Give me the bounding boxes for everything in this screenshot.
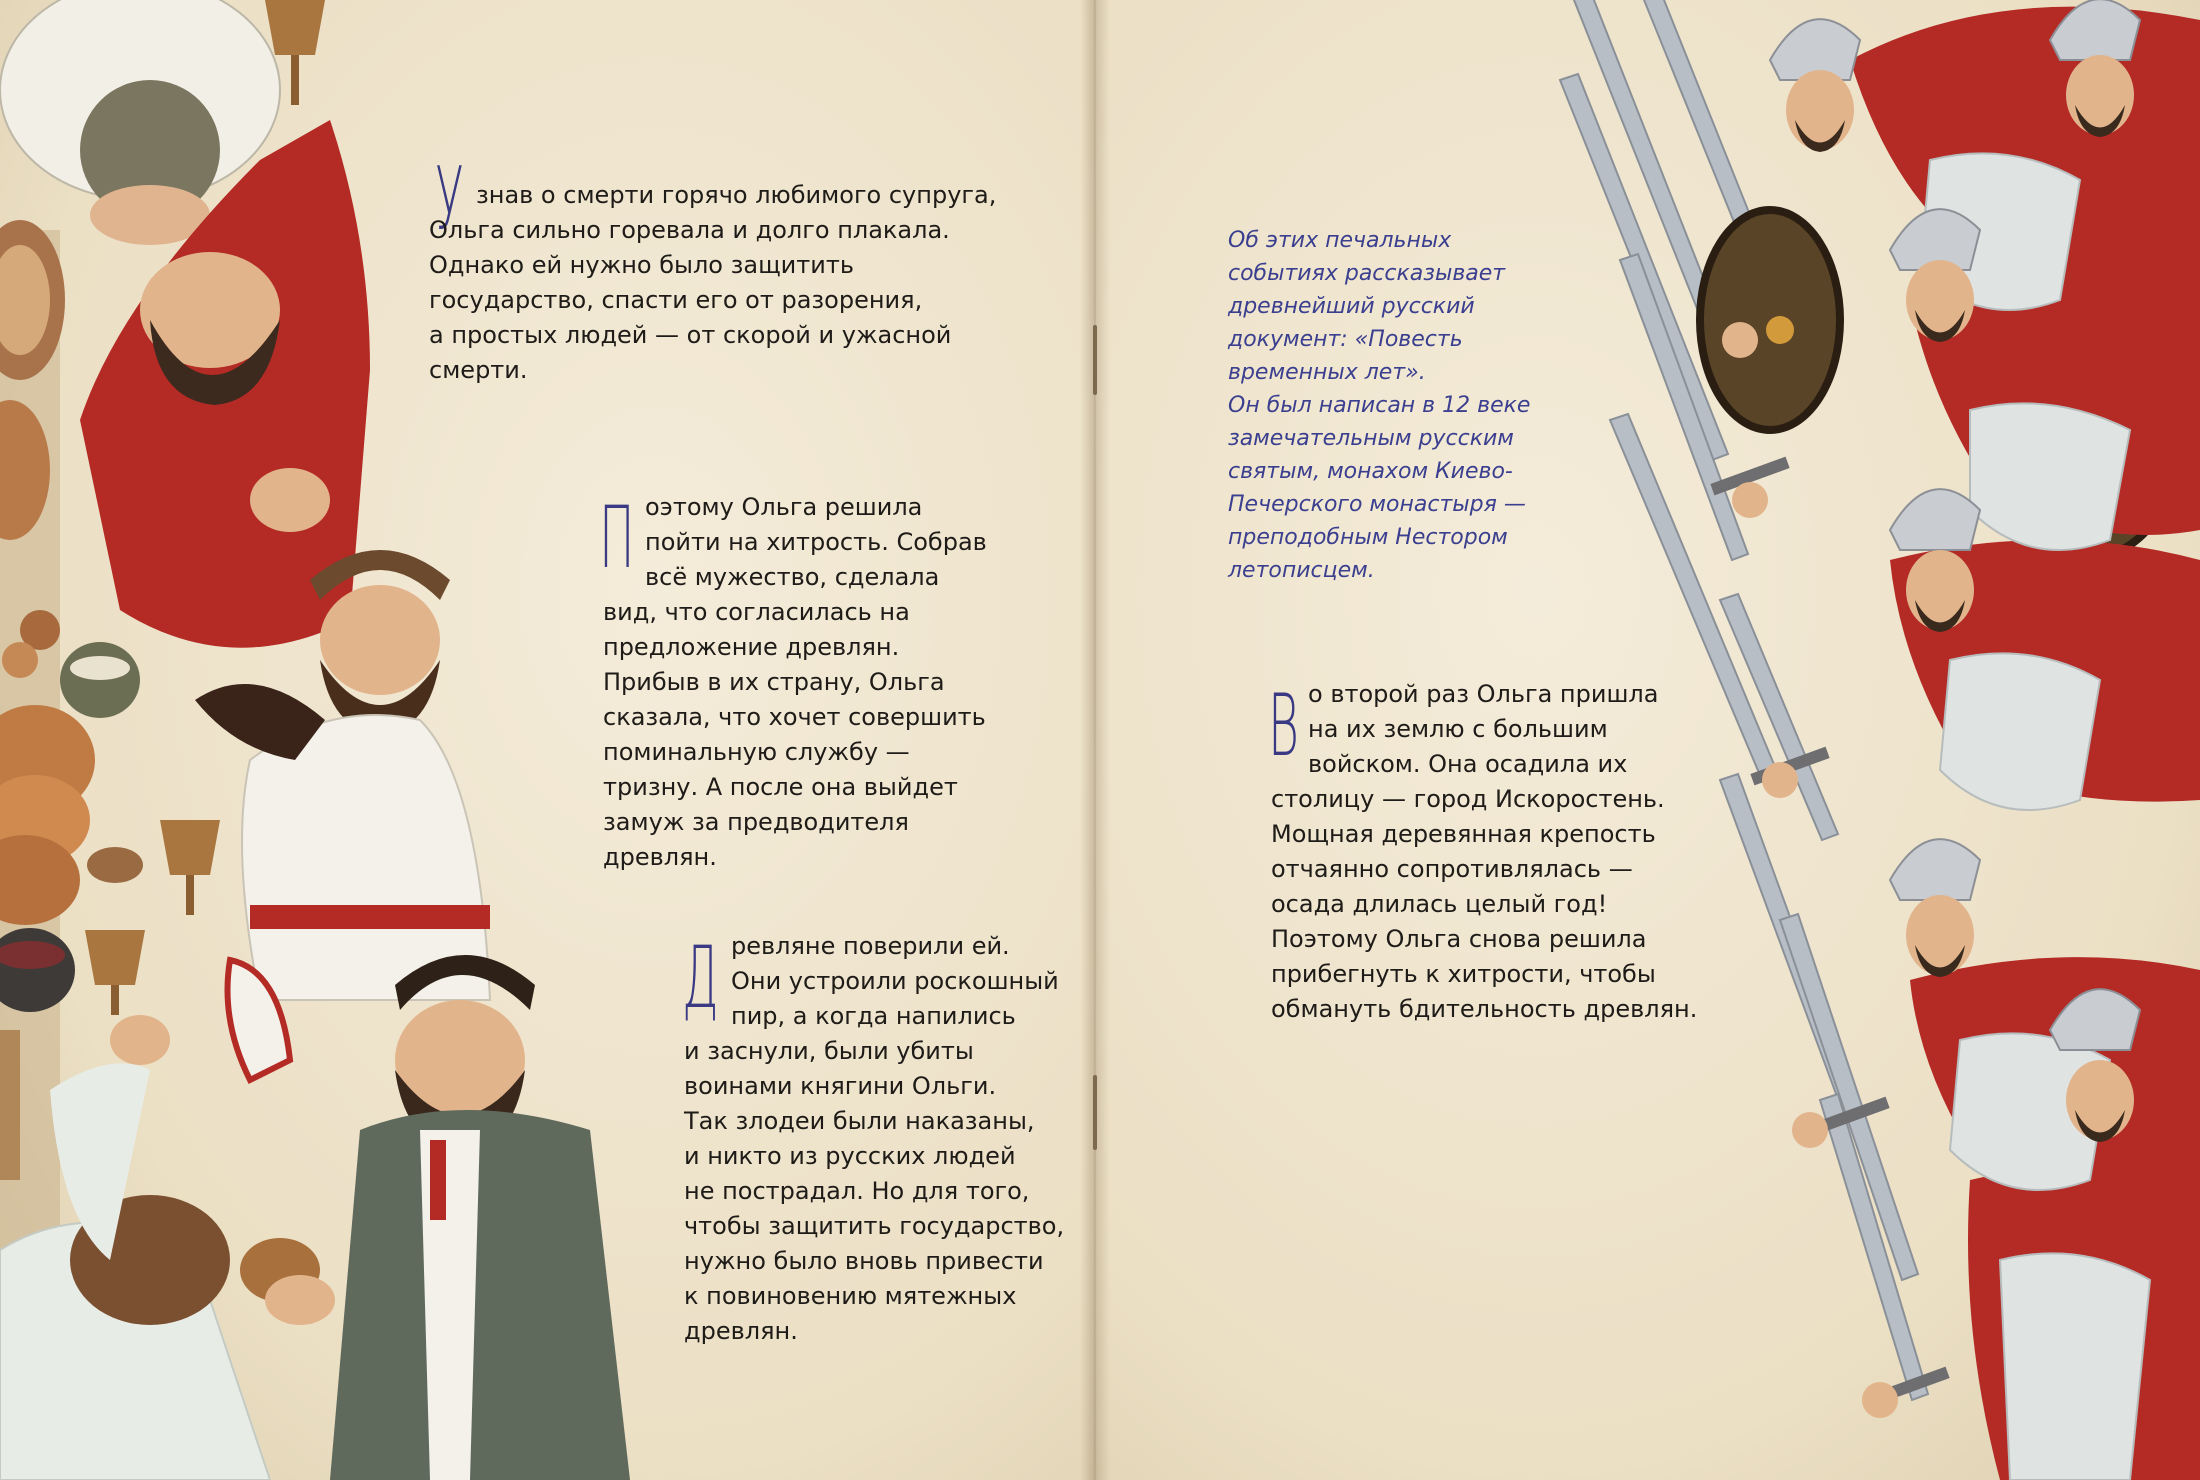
drop-cap-v: В <box>1268 676 1299 776</box>
text-line: и заснули, были убиты <box>684 1037 974 1065</box>
binding-stitch <box>1093 325 1097 395</box>
drop-cap-p: П <box>599 488 635 588</box>
text-line: Ольга сильно горевала и долго плакала. <box>429 216 950 244</box>
text-line: Мощная деревянная крепость <box>1271 820 1656 848</box>
note-line: Печерского монастыря — <box>1228 492 1526 517</box>
book-spine <box>1080 0 1110 1480</box>
text-line: Однако ей нужно было защитить <box>429 251 854 279</box>
note-line: преподобным Нестором <box>1228 525 1508 550</box>
text-line: и никто из русских людей <box>684 1142 1016 1170</box>
text-line: государство, спасти его от разорения, <box>429 286 923 314</box>
text-line: о второй раз Ольга пришла <box>1308 680 1659 708</box>
note-line: святым, монахом Киево- <box>1228 459 1513 484</box>
text-line: замуж за предводителя <box>603 808 909 836</box>
binding-stitch <box>1093 1075 1097 1150</box>
text-line: тризну. А после она выйдет <box>603 773 958 801</box>
text-line: столицу — город Искоростень. <box>1271 785 1665 813</box>
drop-cap-d: Д <box>682 928 719 1028</box>
note-line: Он был написан в 12 веке <box>1228 393 1531 418</box>
text-line: обмануть бдительность древлян. <box>1271 995 1698 1023</box>
text-line: пойти на хитрость. Собрав <box>645 528 987 556</box>
text-line: воинами княгини Ольги. <box>684 1072 997 1100</box>
drop-cap-u: У <box>435 149 464 249</box>
note-line: временных лет». <box>1228 360 1426 385</box>
paragraph-4 <box>1271 677 1698 1027</box>
text-line: поминальную службу — <box>603 738 910 766</box>
text-line: к повиновению мятежных <box>684 1282 1017 1310</box>
text-line: прибегнуть к хитрости, чтобы <box>1271 960 1656 988</box>
text-line: не пострадал. Но для того, <box>684 1177 1030 1205</box>
text-line: на их землю с большим <box>1308 715 1608 743</box>
note-line: замечательным русским <box>1228 426 1514 451</box>
text-line: Прибыв в их страну, Ольга <box>603 668 945 696</box>
text-line: сказала, что хочет совершить <box>603 703 986 731</box>
text-line: предложение древлян. <box>603 633 900 661</box>
side-note <box>1228 224 1530 587</box>
text-line: а простых людей — от скорой и ужасной <box>429 321 952 349</box>
text-line: древлян. <box>603 843 717 871</box>
text-line: знав о смерти горячо любимого супруга, <box>476 181 997 209</box>
note-line: летописцем. <box>1228 558 1375 583</box>
text-line: Так злодеи были наказаны, <box>684 1107 1035 1135</box>
text-line: оэтому Ольга решила <box>645 493 923 521</box>
text-line: пир, а когда напились <box>731 1002 1016 1030</box>
text-line: чтобы защитить государство, <box>684 1212 1065 1240</box>
text-line: древлян. <box>684 1317 798 1345</box>
paragraph-3 <box>684 929 1065 1349</box>
text-line: войском. Она осадила их <box>1308 750 1628 778</box>
text-line: Они устроили роскошный <box>731 967 1059 995</box>
text-line: Поэтому Ольга снова решила <box>1271 925 1647 953</box>
note-line: древнейший русский <box>1228 294 1475 319</box>
note-line: документ: «Повесть <box>1228 327 1463 352</box>
text-line: смерти. <box>429 356 528 384</box>
text-line: вид, что согласилась на <box>603 598 910 626</box>
text-line: осада длилась целый год! <box>1271 890 1608 918</box>
text-line: нужно было вновь привести <box>684 1247 1044 1275</box>
note-line: событиях рассказывает <box>1228 261 1506 286</box>
text-line: отчаянно сопротивлялась — <box>1271 855 1633 883</box>
text-line: всё мужество, сделала <box>645 563 940 591</box>
text-line: ревляне поверили ей. <box>731 932 1010 960</box>
note-line: Об этих печальных <box>1228 228 1452 253</box>
paragraph-1 <box>429 178 997 388</box>
paragraph-2 <box>603 490 987 875</box>
